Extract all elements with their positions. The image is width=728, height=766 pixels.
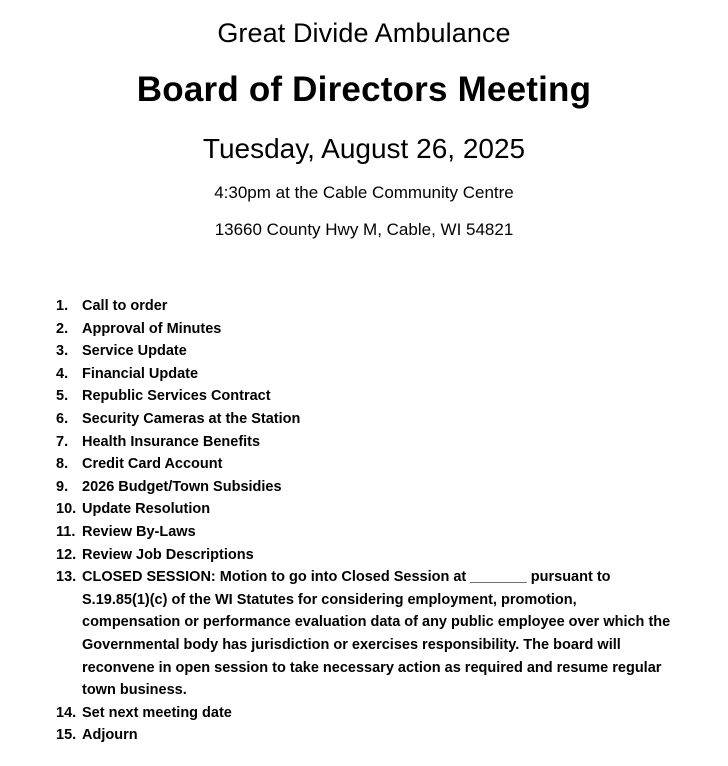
agenda-item-text: Approval of Minutes [82, 320, 222, 337]
agenda-item-text: Republic Services Contract [82, 388, 271, 405]
agenda-item [0, 566, 728, 702]
agenda-item [0, 521, 728, 544]
agenda-item-text: Credit Card Account [82, 456, 223, 473]
agenda-item [0, 544, 728, 567]
agenda-item-number: 1. [56, 298, 69, 314]
agenda-item-number: 7. [56, 433, 69, 450]
agenda-item-number: 14. [56, 704, 77, 721]
agenda-item-number: 3. [56, 343, 69, 360]
agenda-item [0, 724, 728, 747]
agenda-item [0, 340, 728, 363]
agenda-item [0, 498, 728, 521]
agenda-item-text: Security Cameras at the Station [82, 410, 301, 427]
meeting-title: Board of Directors Meeting [136, 70, 592, 109]
agenda-item-text: Call to order [82, 298, 168, 314]
agenda-item-text: 2026 Budget/Town Subsidies [82, 478, 282, 495]
organization-name: Great Divide Ambulance [217, 18, 511, 48]
agenda-item-text: Update Resolution [82, 501, 211, 518]
agenda-item-number: 10. [56, 501, 77, 518]
agenda-item-number: 2. [56, 320, 69, 337]
agenda-item-number: 4. [56, 365, 69, 382]
agenda-item-text: Set next meeting date [82, 704, 232, 721]
meeting-date: Tuesday, August 26, 2025 [202, 133, 526, 164]
agenda-item-number: 9. [56, 478, 69, 495]
agenda-item [0, 385, 728, 408]
agenda-item-text: Service Update [82, 343, 187, 360]
agenda-item-text: Adjourn [82, 727, 138, 744]
meeting-address: 13660 County Hwy M, Cable, WI 54821 [214, 220, 514, 239]
agenda-item-number: 5. [56, 388, 69, 405]
agenda-item [0, 318, 728, 341]
agenda-item-text: Health Insurance Benefits [82, 433, 261, 450]
agenda-item-text: Review Job Descriptions [82, 546, 254, 563]
agenda-item [0, 453, 728, 476]
agenda-item [0, 408, 728, 431]
agenda-item [0, 476, 728, 499]
agenda-item-text: Review By-Laws [82, 523, 196, 540]
agenda-item-number: 12. [56, 546, 77, 563]
agenda-list [0, 295, 728, 747]
agenda-item [0, 363, 728, 386]
agenda-item-text: CLOSED SESSION: Motion to go into Closed Session at _______ pursuant to S.19.85(1)(c) of the WI Statutes for considering employment, promotion, compensation or performance evaluation data of any public employee over which the Governmental body has jurisdiction or exercises responsibility. The board will reconvene in open session to take necessary action as required and resume regular town business. [82, 569, 671, 699]
agenda-item-number: 13. [56, 569, 77, 586]
agenda-item-number: 6. [56, 410, 69, 427]
agenda-item [0, 702, 728, 725]
agenda-item-number: 8. [56, 456, 69, 473]
agenda-item-text: Financial Update [82, 365, 199, 382]
agenda-item [0, 431, 728, 454]
agenda-item [0, 295, 728, 318]
agenda-item-number: 15. [56, 727, 77, 744]
meeting-time-location: 4:30pm at the Cable Community Centre [214, 183, 514, 202]
agenda-item-number: 11. [56, 523, 76, 540]
